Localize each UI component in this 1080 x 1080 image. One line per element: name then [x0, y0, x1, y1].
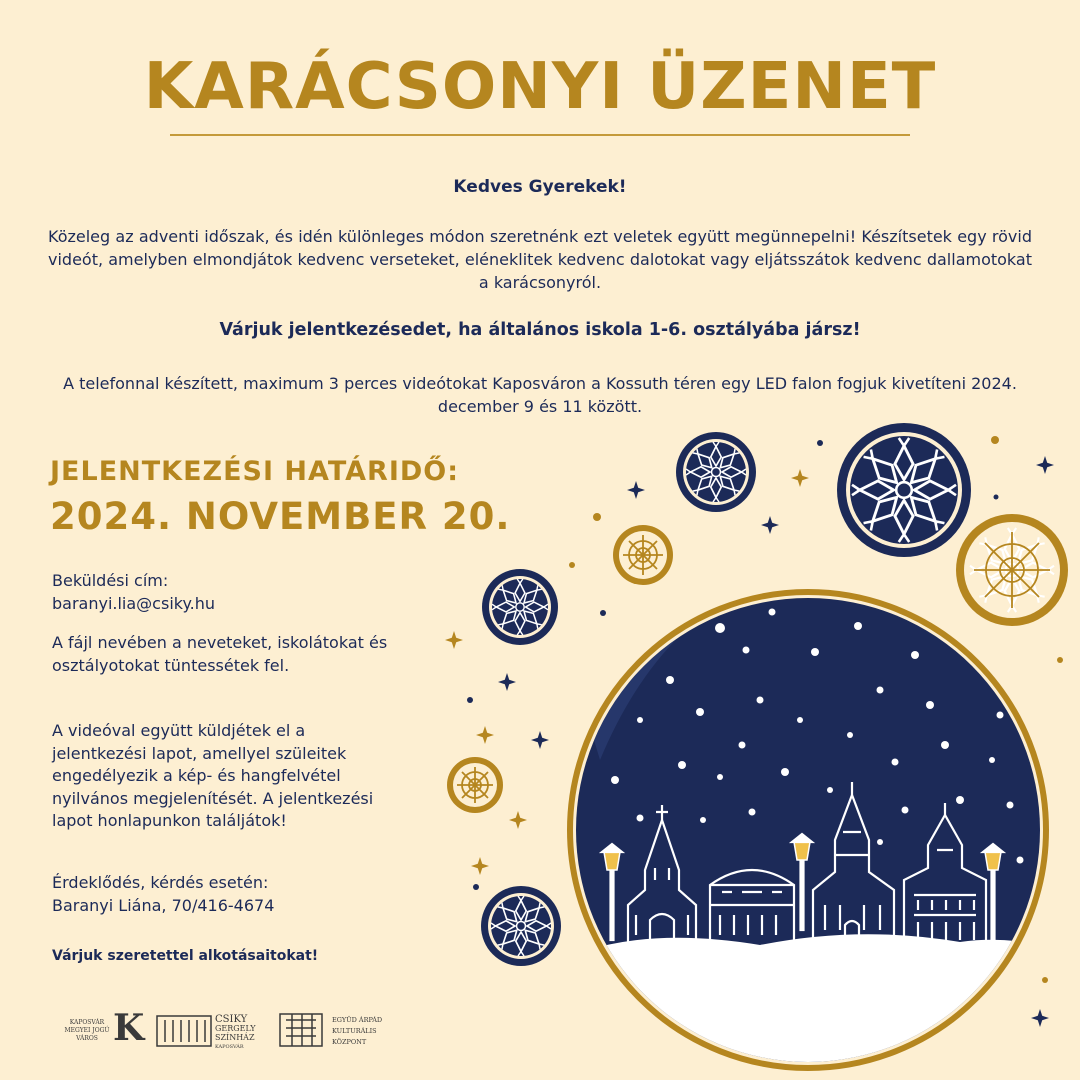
greeting: Kedves Gyerekek!: [453, 177, 627, 197]
svg-text:CSIKY: CSIKY: [215, 1014, 248, 1025]
submission-email[interactable]: baranyi.lia@csiky.hu: [52, 593, 216, 613]
svg-text:VÁROS: VÁROS: [76, 1035, 98, 1042]
snow-ground: [560, 934, 1060, 1080]
contact-person: Baranyi Liána, 70/416-4674: [52, 895, 275, 915]
deadline-label: JELENTKEZÉSI HATÁRIDŐ:: [50, 456, 460, 487]
logo-egyud: [278, 1000, 398, 1060]
closing-line: Várjuk szeretettel alkotásaitokat!: [52, 948, 319, 964]
svg-text:KÖZPONT: KÖZPONT: [332, 1038, 367, 1046]
svg-text:MEGYEI JOGÚ: MEGYEI JOGÚ: [64, 1027, 110, 1034]
filename-note: A fájl nevében a neveteket, iskolátokat és osztályotokat tüntessétek fel.: [52, 633, 388, 675]
svg-text:KAPOSVÁR: KAPOSVÁR: [69, 1019, 105, 1026]
kaposvar-letter: K: [113, 1007, 145, 1049]
ornament-large-navy: [837, 423, 971, 557]
eligibility-note: Várjuk jelentkezésedet, ha általános iskola 1-6. osztályába jársz!: [219, 320, 861, 340]
intro-paragraph: Közeleg az adventi időszak, és idén különleges módon szeretnénk ezt veletek együtt megünnepelni! Készítsetek egy rövid videót, amelyben elmondjátok kedvenc verseteket, eléneklitek kedvenc dalotokat vagy eljátsszátok kedvenc dallamotokat a karácsonyról.: [48, 227, 1032, 292]
submission-label: Beküldési cím:: [52, 571, 169, 590]
ornament-small-navy-1: [676, 432, 756, 512]
logo-kaposvar: [55, 1000, 145, 1060]
deadline-date: 2024. NOVEMBER 20.: [50, 495, 511, 538]
logo-csiky: [155, 1000, 255, 1060]
ornament-small-navy-2: [482, 569, 558, 645]
page-title: KARÁCSONYI ÜZENET: [143, 50, 937, 124]
video-note: A videóval együtt küldjétek el a jelentkezési lapot, amellyel szüleitek engedélyezik a kép- és hangfelvétel nyilvános megjelenítését. A jelentkezési lapot honlapunkon találjátok!: [52, 721, 374, 830]
contact-label: Érdeklődés, kérdés esetén:: [52, 873, 269, 892]
ornament-small-navy-3: [481, 886, 561, 966]
details-paragraph: A telefonnal készített, maximum 3 perces videótokat Kaposváron a Kossuth téren egy LED falon fogjuk kivetíteni 2024. december 9 és 11 között.: [63, 374, 1017, 416]
svg-text:KULTURÁLIS: KULTURÁLIS: [332, 1027, 377, 1035]
svg-text:GERGELY: GERGELY: [215, 1024, 256, 1033]
svg-text:SZÍNHÁZ: SZÍNHÁZ: [215, 1033, 255, 1042]
svg-text:EGYÜD ÁRPÁD: EGYÜD ÁRPÁD: [332, 1016, 383, 1024]
svg-text:KAPOSVÁR: KAPOSVÁR: [215, 1044, 244, 1050]
